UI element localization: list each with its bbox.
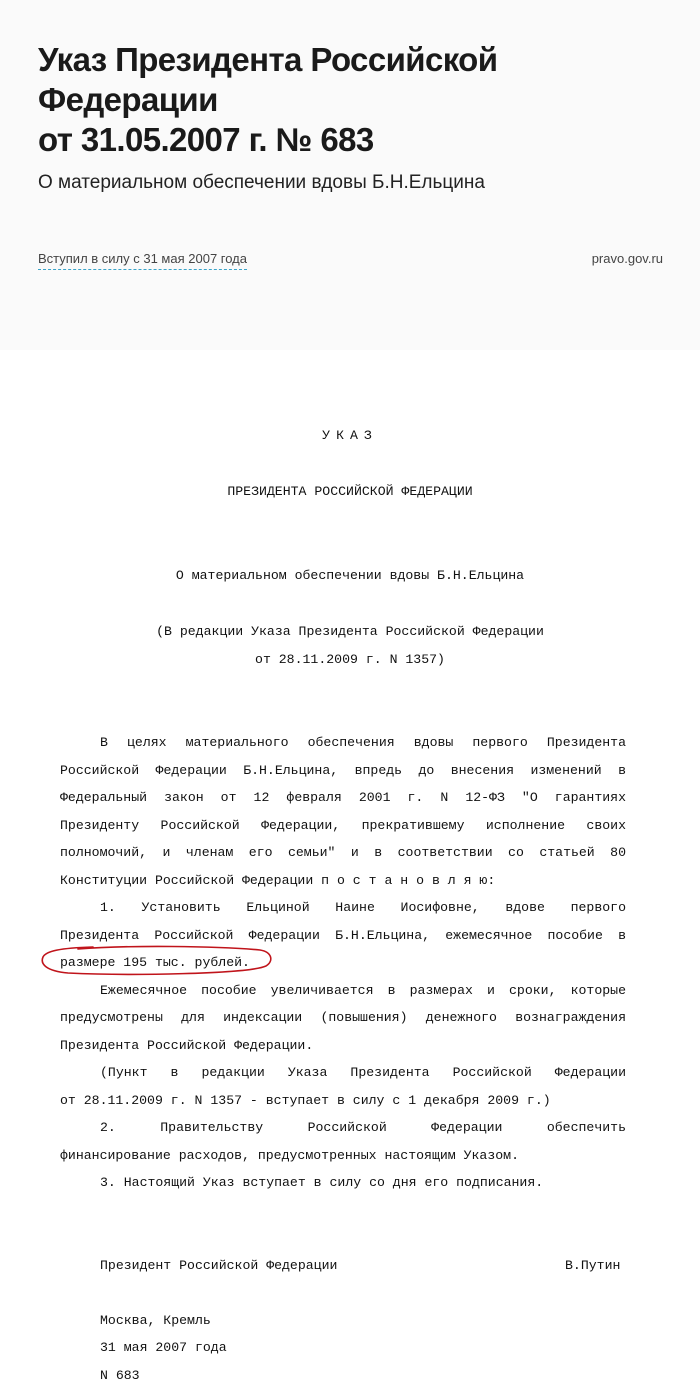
document-header bbox=[0, 0, 700, 350]
item-1-line: Президента Российской Федерации Б.Н.Ельцина, ежемесячное пособие в bbox=[60, 928, 626, 943]
item-2-line: 2. Правительству Российской Федерации обеспечить bbox=[100, 1120, 626, 1135]
preamble-line: Президенту Российской Федерации, прекратившему исполнение своих bbox=[60, 818, 626, 833]
item-1-line: размере 195 тыс. рублей. bbox=[60, 955, 250, 970]
hand-drawn-highlight-circle bbox=[38, 944, 272, 976]
preamble-line: Конституции Российской Федерации п о с т а н о в л я ю: bbox=[60, 873, 496, 888]
item-1-amendment-line: (Пункт в редакции Указа Президента Российской Федерации bbox=[100, 1065, 626, 1080]
preamble-line: В целях материального обеспечения вдовы первого Президента bbox=[100, 735, 626, 750]
amendment-note-line-1: (В редакции Указа Президента Российской Федерации bbox=[156, 624, 544, 639]
signature-title: Президент Российской Федерации bbox=[100, 1258, 338, 1273]
decree-number: N 683 bbox=[100, 1368, 140, 1383]
item-1-line: 1. Установить Ельциной Наине Иосифовне, вдове первого bbox=[100, 900, 626, 915]
page-subtitle: О материальном обеспечении вдовы Б.Н.Ельцина bbox=[38, 172, 485, 193]
item-1-note-line: предусмотрены для индексации (повышения) денежного вознаграждения bbox=[60, 1010, 626, 1025]
source-label: pravo.gov.ru bbox=[591, 251, 663, 266]
item-1-note-line: Президента Российской Федерации. bbox=[60, 1038, 314, 1053]
item-1-note-line: Ежемесячное пособие увеличивается в размерах и сроки, которые bbox=[100, 983, 626, 998]
page-title-line-2: от 31.05.2007 г. № 683 bbox=[38, 121, 374, 158]
amendment-note-line-2: от 28.11.2009 г. N 1357) bbox=[255, 652, 445, 667]
item-3-line: 3. Настоящий Указ вступает в силу со дня его подписания. bbox=[100, 1175, 544, 1190]
preamble-line: Федеральный закон от 12 февраля 2001 г. N 12-ФЗ "О гарантиях bbox=[60, 790, 626, 805]
signing-date: 31 мая 2007 года bbox=[100, 1340, 227, 1355]
page-title bbox=[38, 40, 678, 160]
signing-place: Москва, Кремль bbox=[100, 1313, 211, 1328]
decree-subject: О материальном обеспечении вдовы Б.Н.Ельцина bbox=[175, 568, 525, 583]
item-1-amendment-line: от 28.11.2009 г. N 1357 - вступает в силу с 1 декабря 2009 г.) bbox=[60, 1093, 551, 1108]
effective-date-link[interactable]: Вступил в силу с 31 мая 2007 года bbox=[38, 250, 247, 270]
preamble-line: Российской Федерации Б.Н.Ельцина, впредь до внесения изменений в bbox=[60, 763, 626, 778]
signature-name: В.Путин bbox=[565, 1258, 621, 1273]
decree-heading: УКАЗ bbox=[322, 428, 378, 443]
item-2-line: финансирование расходов, предусмотренных настоящим Указом. bbox=[60, 1148, 519, 1163]
preamble-line: полномочий, и членам его семьи" и в соответствии со статьей 80 bbox=[60, 845, 626, 860]
decree-authority: ПРЕЗИДЕНТА РОССИЙСКОЙ ФЕДЕРАЦИИ bbox=[227, 484, 473, 499]
page-title-line-1: Указ Президента Российской Федерации bbox=[38, 41, 498, 118]
